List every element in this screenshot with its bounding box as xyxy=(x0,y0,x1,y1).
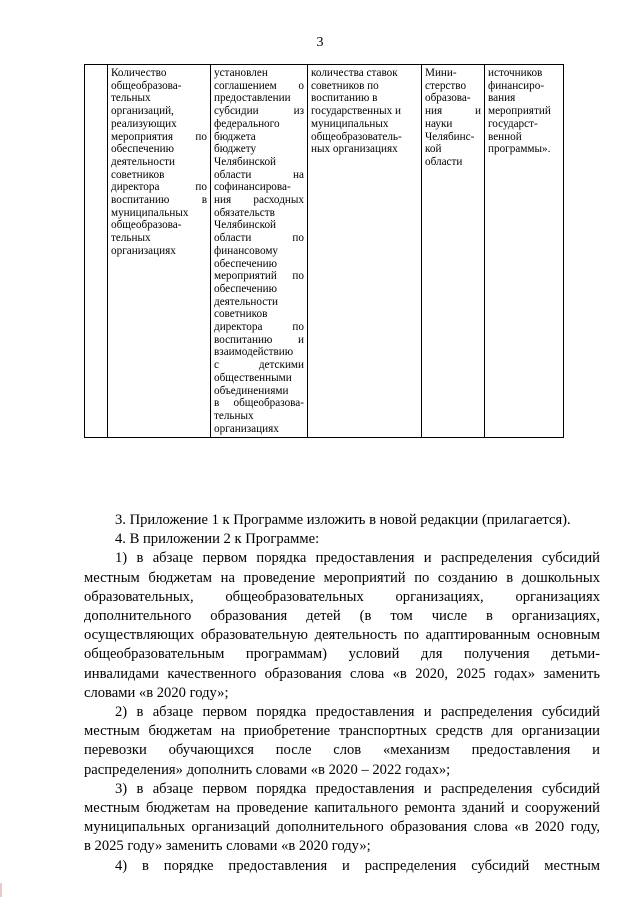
text-line: словами «в 2020 году»; xyxy=(84,684,229,701)
cell-line: вания xyxy=(488,92,516,105)
responsible-cell xyxy=(422,65,485,438)
cell-line: Челябинс- xyxy=(425,130,475,143)
cell-line: области xyxy=(425,155,463,168)
cell-line: мероприятий xyxy=(488,105,551,118)
cell-line: области на xyxy=(214,168,304,181)
empty-cell xyxy=(85,65,108,438)
responsible-text xyxy=(425,67,481,169)
cell-line: бюджета xyxy=(214,130,256,143)
cell-line: общеобразова- xyxy=(111,79,182,92)
item-4: 4. В приложении 2 к Программе: xyxy=(115,531,320,548)
cell-line: финансиро- xyxy=(488,79,545,92)
cell-line: советников xyxy=(214,308,268,321)
cell-line: реализующих xyxy=(111,117,177,130)
text-line: 2) в абзаце первом порядка предоставления и распределения субсидий xyxy=(115,704,600,721)
cell-line: тельных xyxy=(111,232,151,245)
cell-line: деятельности xyxy=(214,295,279,308)
cell-line: директора по xyxy=(214,321,304,334)
cell-line: ния расходных xyxy=(214,194,304,207)
text-line: муниципальных организаций дополнительного образования слова «в 2020 году, xyxy=(84,819,600,836)
cell-line: обеспечению xyxy=(214,257,277,270)
cell-line: софинансирова- xyxy=(214,181,291,194)
cell-line: воспитанию в xyxy=(311,92,378,105)
cell-line: в общеобразова- xyxy=(214,397,304,410)
text-line: перевозки обучающихся после слов «механизм предоставления и xyxy=(84,742,600,759)
item-3: 3. Приложение 1 к Программе изложить в новой редакции (прилагается). xyxy=(115,512,571,528)
cell-line: области по xyxy=(214,232,304,245)
cell-line: тельных xyxy=(111,92,151,105)
cell-line: науки xyxy=(425,117,453,130)
cell-line: мероприятия по xyxy=(111,130,207,143)
text-line: в 2025 году» заменить словами «в 2020 году»; xyxy=(84,838,371,855)
table-row xyxy=(85,65,564,438)
cell-line: установлен xyxy=(214,67,268,79)
page-number: 3 xyxy=(316,35,324,50)
source-cell xyxy=(485,65,564,438)
cell-line: организациях xyxy=(111,244,176,257)
cell-line: советников по xyxy=(311,79,379,92)
text-line: 4) в порядке предоставления и распределения субсидий местным xyxy=(115,857,600,874)
text-line: местным бюджетам на проведение капитального ремонта зданий и сооружений xyxy=(84,800,600,817)
text-line: 3) в абзаце первом порядка предоставления и распределения субсидий xyxy=(115,780,600,797)
cell-line: взаимодействию xyxy=(214,346,294,359)
text-line: общеобразовательным программам) условий для получения детьми- xyxy=(84,646,600,663)
cell-line: источников xyxy=(488,67,543,79)
cell-line: воспитанию в xyxy=(111,194,207,207)
condition-text xyxy=(214,67,304,435)
cell-line: обеспечению xyxy=(111,143,174,156)
source-text xyxy=(488,67,560,156)
cell-line: стерство xyxy=(425,79,467,92)
cell-line: государст- xyxy=(488,117,538,130)
body-text xyxy=(84,511,600,876)
subitem-4 xyxy=(84,857,600,876)
cell-line: советников xyxy=(111,168,165,181)
cell-line: программы». xyxy=(488,143,551,156)
cell-line: общеобразователь- xyxy=(311,130,402,143)
cell-line: общеобразова- xyxy=(111,219,182,232)
cell-line: организаций, xyxy=(111,105,174,118)
text-line: распределения» дополнить словами «в 2020 – 2022 годах»; xyxy=(84,761,451,778)
cell-line: ных организациях xyxy=(311,143,398,156)
indicator-text xyxy=(111,67,207,258)
cell-line: воспитанию и xyxy=(214,333,304,346)
cell-line: мероприятий по xyxy=(214,270,304,283)
program-table xyxy=(84,64,564,438)
text-line: дополнительного образования детей (в том числе в организациях, xyxy=(84,608,600,625)
text-line: инвалидами качественного образования слова «в 2020, 2025 годах» заменить xyxy=(84,665,600,682)
cell-line: тельных xyxy=(214,409,254,422)
cell-line: муниципальных xyxy=(311,117,389,130)
cell-line: финансовому xyxy=(214,244,278,257)
cell-line: федерального xyxy=(214,117,280,130)
cell-line: общественными xyxy=(214,371,292,384)
cell-line: с детскими xyxy=(214,359,304,372)
cell-line: бюджету xyxy=(214,143,257,156)
text-line: образовательных, общеобразовательных организациях, организациях xyxy=(84,588,600,605)
cell-line: Челябинской xyxy=(214,155,277,168)
cell-line: государственных и xyxy=(311,105,402,118)
cell-line: количества ставок xyxy=(311,67,398,79)
cell-line: соглашением о xyxy=(214,79,304,92)
cell-line: организациях xyxy=(214,422,279,435)
cell-line: предоставлении xyxy=(214,92,291,105)
description-text xyxy=(311,67,418,156)
indicator-cell xyxy=(108,65,211,438)
subitem-3 xyxy=(84,780,600,857)
cell-line: муниципальных xyxy=(111,206,189,219)
text-line: осуществляющих образовательную деятельность по адаптированным основным xyxy=(84,627,600,644)
cell-line: объединениями xyxy=(214,384,289,397)
cell-line: венной xyxy=(488,130,522,143)
scan-margin-mark xyxy=(0,883,12,897)
text-line: 1) в абзаце первом порядка предоставления и распределения субсидий xyxy=(115,550,600,567)
cell-line: субсидии из xyxy=(214,105,304,118)
cell-line: Количество xyxy=(111,67,167,79)
description-cell xyxy=(308,65,422,438)
cell-line: Мини- xyxy=(425,67,457,79)
cell-line: обязательств xyxy=(214,206,275,219)
subitem-2 xyxy=(84,703,600,780)
cell-line: ния и xyxy=(425,105,481,118)
cell-line: Челябинской xyxy=(214,219,277,232)
text-line: местным бюджетам на приобретение транспортных средств для организации xyxy=(84,723,600,740)
text-line: местным бюджетам на проведение мероприятий по созданию в дошкольных xyxy=(84,569,600,586)
condition-cell xyxy=(211,65,308,438)
cell-line: деятельности xyxy=(111,155,176,168)
cell-line: директора по xyxy=(111,181,207,194)
subitem-1 xyxy=(84,549,600,703)
cell-line: образова- xyxy=(425,92,471,105)
cell-line: кой xyxy=(425,143,442,156)
cell-line: обеспечению xyxy=(214,282,277,295)
